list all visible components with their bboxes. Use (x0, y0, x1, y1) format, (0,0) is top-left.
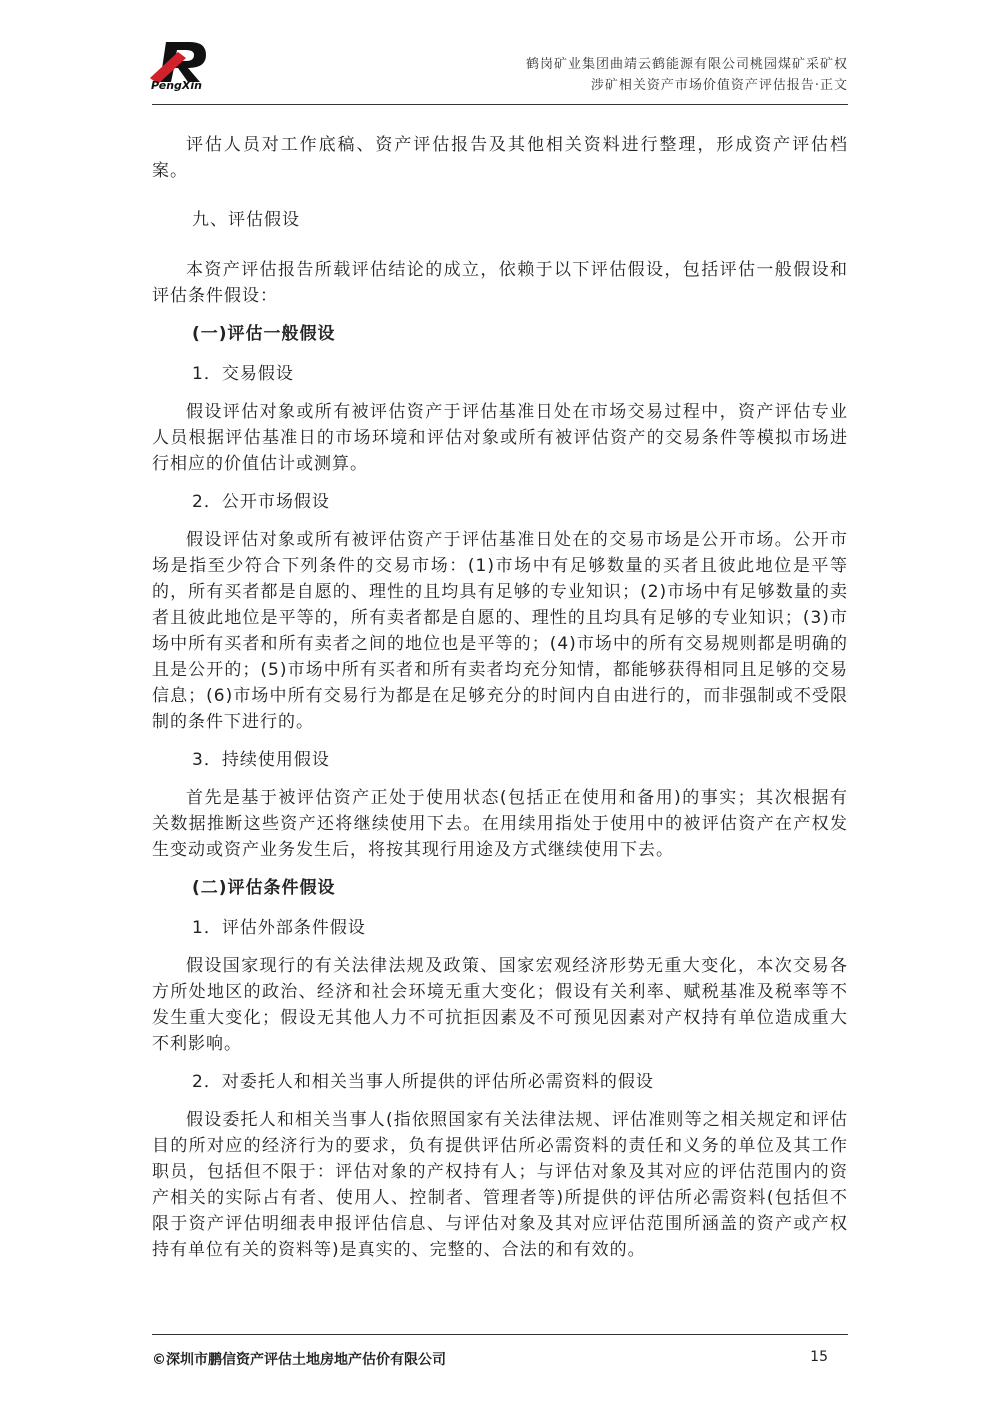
heading-open-market-assumption: 2．公开市场假设 (192, 492, 330, 512)
footer-company: ©深圳市鹏信资产评估土地房地产估价有限公司 (152, 1352, 446, 1368)
paragraph-continuous-use-assumption: 首先是基于被评估资产正处于使用状态(包括正在使用和备用)的事实；其次根据有关数据推断这些资产还将继续使用下去。在用续用指处于使用中的被评估资产在产权发生变动或资产业务发生后，将按其现行用途及方式继续使用下去。 (152, 788, 848, 860)
page-header (526, 54, 848, 96)
header-line-2: 涉矿相关资产市场价值资产评估报告·正文 (590, 78, 848, 93)
heading-continuous-use-assumption: 3．持续使用假设 (192, 750, 330, 770)
paragraph-provided-data-assumption: 假设委托人和相关当事人(指依照国家有关法律法规、评估准则等之相关规定和评估目的所对应的经济行为的要求，负有提供评估所必需资料的责任和义务的单位及其工作职员，包括但不限于：评估对象的产权持有人；与评估对象及其对应的评估范围内的资产相关的实际占有者、使用人、控制者、管理者等)所提供的评估所必需资料(包括但不限于资产评估明细表申报评估信息、与评估对象及其对应评估范围所涵盖的资产或产权持有单位有关的资料等)是真实的、完整的、合法的和有效的。 (152, 1110, 848, 1260)
footer-divider (152, 1334, 848, 1335)
heading-external-conditions: 1．评估外部条件假设 (192, 918, 366, 938)
header-divider (152, 104, 848, 105)
subsection-heading-general: (一)评估一般假设 (192, 324, 336, 344)
heading-trade-assumption: 1．交易假设 (192, 364, 294, 384)
logo-text: PengXin (151, 79, 203, 92)
paragraph-archive: 评估人员对工作底稿、资产评估报告及其他相关资料进行整理，形成资产评估档案。 (152, 135, 848, 181)
paragraph-trade-assumption: 假设评估对象或所有被评估资产于评估基准日处在市场交易过程中，资产评估专业人员根据评估基准日的市场环境和评估对象或所有被评估资产的交易条件等模拟市场进行相应的价值估计或测算。 (152, 402, 848, 474)
section-heading-9: 九、评估假设 (192, 210, 300, 230)
header-line-1: 鹤岗矿业集团曲靖云鹤能源有限公司桃园煤矿采矿权 (525, 57, 848, 72)
paragraph-intro: 本资产评估报告所载评估结论的成立，依赖于以下评估假设，包括评估一般假设和评估条件假设： (152, 260, 848, 306)
document-body (152, 132, 848, 1263)
page-number: 15 (810, 1349, 828, 1365)
paragraph-external-conditions: 假设国家现行的有关法律法规及政策、国家宏观经济形势无重大变化，本次交易各方所处地区的政治、经济和社会环境无重大变化；假设有关利率、赋税基准及税率等不发生重大变化；假设无其他人力不可抗拒因素及不可预见因素对产权持有单位造成重大不利影响。 (152, 956, 848, 1054)
subsection-heading-conditions: (二)评估条件假设 (192, 878, 336, 898)
heading-provided-data-assumption: 2．对委托人和相关当事人所提供的评估所必需资料的假设 (192, 1072, 654, 1092)
paragraph-open-market-assumption: 假设评估对象或所有被评估资产于评估基准日处在的交易市场是公开市场。公开市场是指至少符合下列条件的交易市场：(1)市场中有足够数量的买者且彼此地位是平等的，所有买者都是自愿的、理性的且均具有足够的专业知识；(2)市场中有足够数量的卖者且彼此地位是平等的，所有卖者都是自愿的、理性的且均具有足够的专业知识；(3)市场中所有买者和所有卖者之间的地位也是平等的；(4)市场中的所有交易规则都是明确的且是公开的；(5)市场中所有买者和所有卖者均充分知情，都能够获得相同且足够的交易信息；(6)市场中所有交易行为都是在足够充分的时间内自由进行的，而非强制或不受限制的条件下进行的。 (152, 530, 848, 732)
